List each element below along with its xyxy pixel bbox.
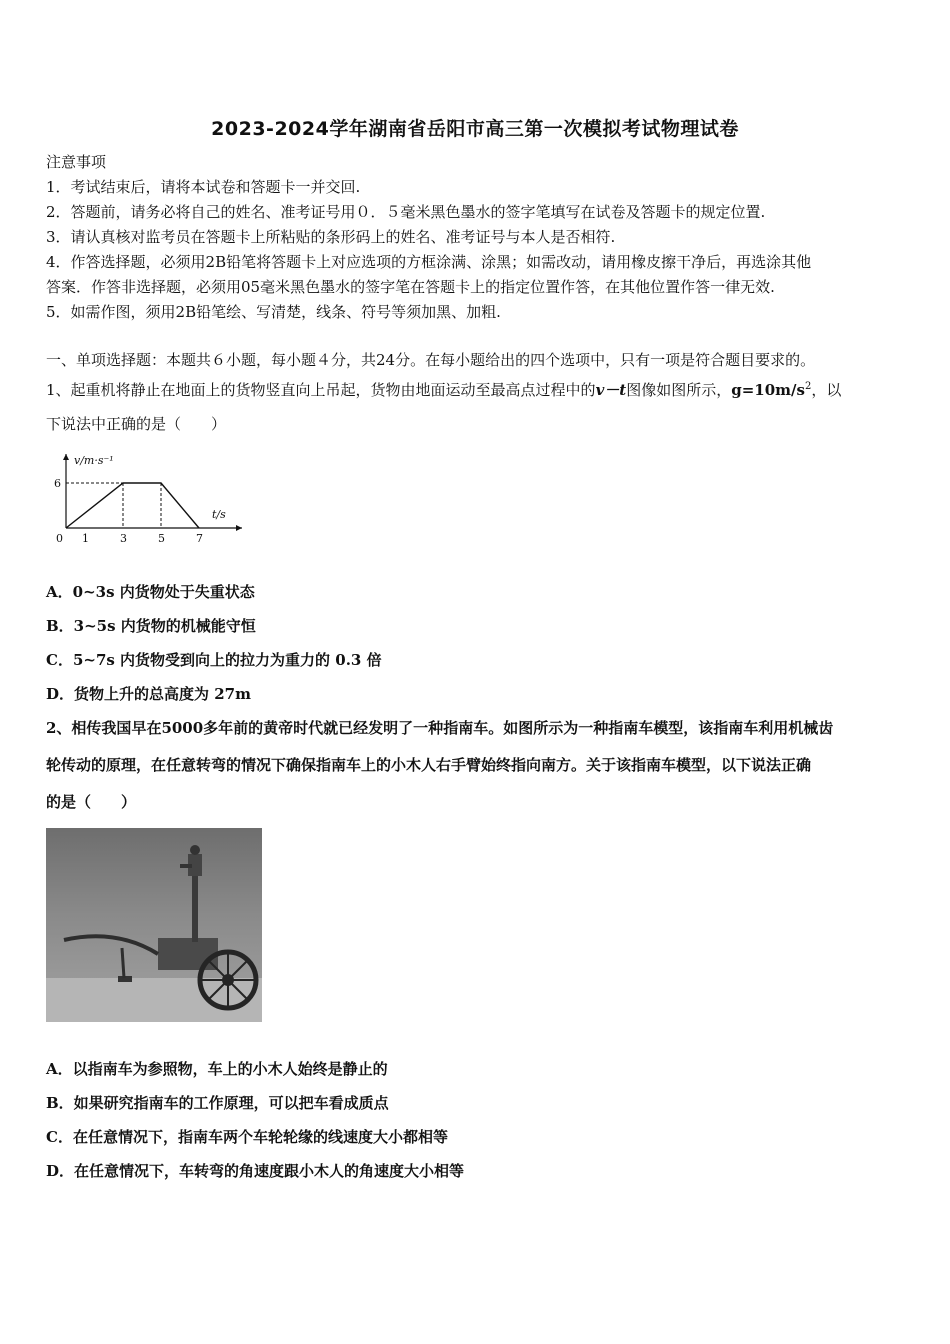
question-2-stem: 的是（ ） [46,793,137,811]
q1-option-c: C．5~7s 内货物受到向上的拉力为重力的 0.3 倍 [46,651,382,669]
page-title: 2023-2024学年湖南省岳阳市高三第一次模拟考试物理试卷 [211,118,739,140]
x-tick-label: 0 [56,532,63,545]
q1-g-value: g=10m/s [731,381,805,399]
notice-item: 2．答题前，请务必将自己的姓名、准考证号用０．５毫米黑色墨水的签字笔填写在试卷及答题卡的规定位置. [46,203,766,221]
south-pointing-chariot-photo [46,828,262,1022]
x-tick-label: 5 [158,532,165,545]
notice-item: 4．作答选择题，必须用2B铅笔将答题卡上对应选项的方框涂满、涂黑；如需改动，请用橡皮擦干净后，再选涂其他 [46,253,812,271]
y-tick-label: 6 [54,477,61,490]
q1-stem-part: 1、起重机将静止在地面上的货物竖直向上吊起，货物由地面运动至最高点过程中的 [46,381,596,399]
section-heading: 一、单项选择题：本题共６小题，每小题４分，共24分。在每小题给出的四个选项中，只有一项是符合题目要求的。 [46,351,816,369]
x-axis-label: t/s [212,508,226,521]
q1-option-a: A．0~3s 内货物处于失重状态 [46,583,255,601]
question-2-stem: 2、相传我国早在5000多年前的黄帝时代就已经发明了一种指南车。如图所示为一种指南车模型，该指南车利用机械齿 [46,719,834,737]
q1-vt-symbol: v－t [595,381,627,399]
notice-item: 5．如需作图，须用2B铅笔绘、写清楚，线条、符号等须加黑、加粗. [46,303,501,321]
notice-heading: 注意事项 [46,153,107,171]
vt-chart [46,448,246,548]
chariot-illustration [46,828,262,1022]
q1-option-d: D．货物上升的总高度为 27m [46,685,251,703]
q1-option-b: B．3~5s 内货物的机械能守恒 [46,617,256,635]
velocity-series-line [66,483,199,528]
q2-option-c: C．在任意情况下，指南车两个车轮轮缘的线速度大小都相等 [46,1128,448,1146]
notice-item: 1．考试结束后，请将本试卷和答题卡一并交回. [46,178,361,196]
x-tick-label: 1 [82,532,89,545]
x-tick-label: 3 [120,532,127,545]
x-tick-label: 7 [196,532,203,545]
q2-option-a: A．以指南车为参照物，车上的小木人始终是静止的 [46,1060,388,1078]
q2-option-b: B．如果研究指南车的工作原理，可以把车看成质点 [46,1094,389,1112]
question-2-stem: 轮传动的原理，在任意转弯的情况下确保指南车上的小木人右手臂始终指向南方。关于该指南车模型，以下说法正确 [46,756,812,774]
q2-option-d: D．在任意情况下，车转弯的角速度跟小木人的角速度大小相等 [46,1162,465,1180]
q1-g-exponent: 2 [804,381,812,392]
question-1-stem [46,377,841,400]
notice-item: 3．请认真核对监考员在答题卡上所粘贴的条形码上的姓名、准考证号与本人是否相符. [46,228,616,246]
q1-stem-part: 图像如图所示， [626,381,732,399]
y-axis-arrow [63,454,69,460]
y-axis-label: v/m·s⁻¹ [74,454,114,467]
notice-item: 答案．作答非选择题，必须用05毫米黑色墨水的签字笔在答题卡上的指定位置作答，在其他位置作答一律无效. [46,278,775,296]
x-axis-arrow [236,525,242,531]
q1-stem-part: ，以 [811,381,842,399]
question-1-stem-line2: 下说法中正确的是（ ） [46,415,227,433]
